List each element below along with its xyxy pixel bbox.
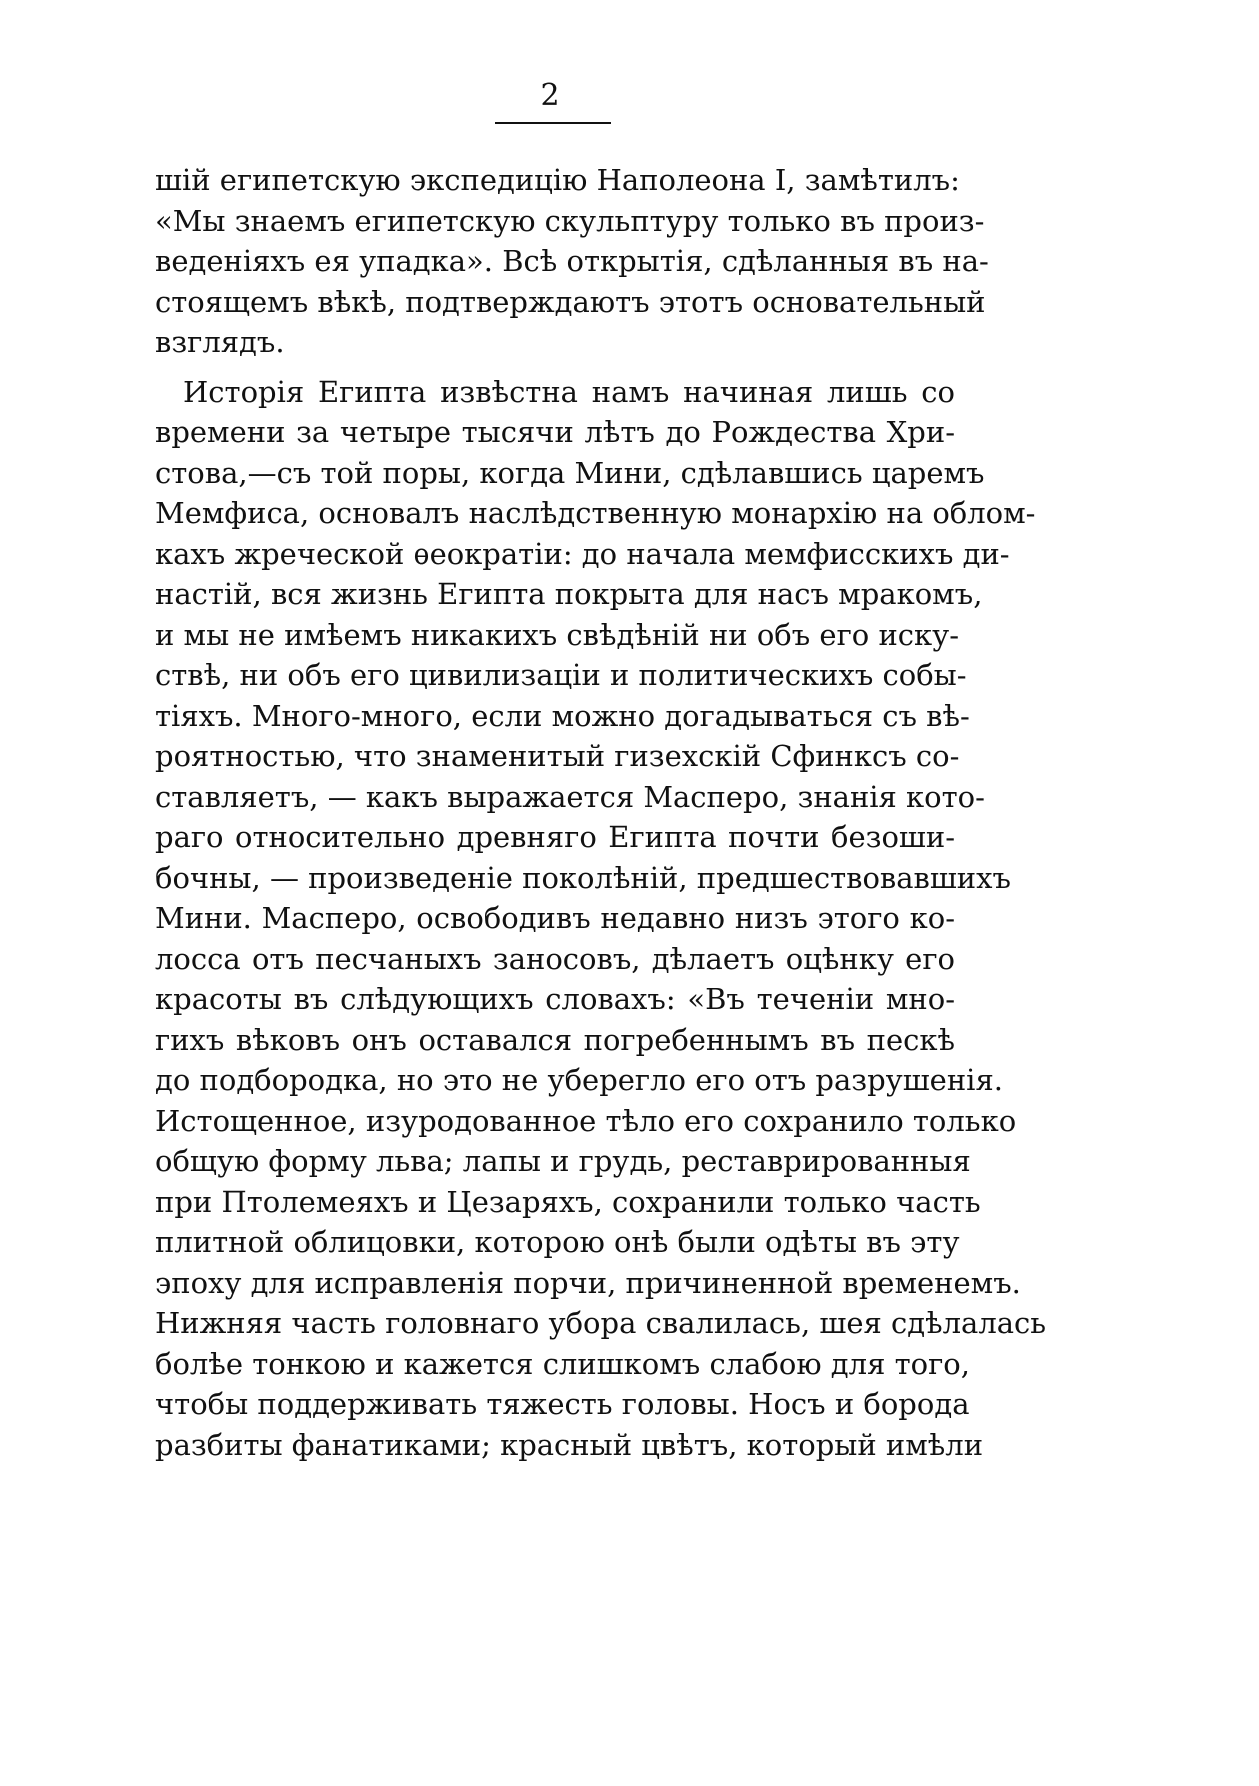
text-line: Мемфиса, основалъ наслѣдственную монархію на облом- (155, 496, 1036, 530)
text-line: и мы не имѣемъ никакихъ свѣдѣній ни объ его иску- (155, 617, 960, 652)
text-line: бочны, — произведеніе поколѣній, предшествовавшихъ (155, 860, 1011, 895)
text-line: общую форму льва; лапы и грудь, реставрированныя (155, 1144, 971, 1178)
text-line: разбиты фанатиками; красный цвѣтъ, который имѣли (155, 1427, 984, 1462)
text-line: кахъ жреческой ѳеократіи: до начала мемфисскихъ ди- (155, 536, 1010, 571)
paragraph-2 (155, 372, 1047, 1466)
text-line: взглядъ. (155, 325, 285, 359)
text-line: шій египетскую экспедицію Наполеона I, замѣтилъ: (155, 163, 960, 197)
page-number: 2 (540, 78, 560, 113)
text-line: до подбородка, но это не уберегло его отъ разрушенія. (155, 1063, 1003, 1097)
text-line: тіяхъ. Много-много, если можно догадываться съ вѣ- (155, 698, 970, 733)
text-line: плитной облицовки, которою онѣ были одѣты въ эту (155, 1225, 960, 1259)
text-line: стоящемъ вѣкѣ, подтверждаютъ этотъ основательный (155, 284, 986, 319)
text-line: стова,—съ той поры, когда Мини, сдѣлавшись царемъ (155, 455, 985, 490)
text-line: красоты въ слѣдующихъ словахъ: «Въ теченіи мно- (155, 982, 955, 1016)
text-line: эпоху для исправленія порчи, причиненной временемъ. (155, 1265, 1021, 1300)
body-text (155, 160, 1047, 1465)
text-line: Мини. Масперо, освободивъ недавно низъ этого ко- (155, 901, 955, 935)
text-line: чтобы поддерживать тяжесть головы. Носъ и борода (155, 1387, 970, 1421)
text-line: Исторія Египта извѣстна намъ начиная лишь со (183, 374, 955, 409)
text-line: настій, вся жизнь Египта покрыта для насъ мракомъ, (155, 577, 983, 611)
text-line: Истощенное, изуродованное тѣло его сохранило только (155, 1103, 1017, 1138)
text-line: ствѣ, ни объ его цивилизаціи и политическихъ собы- (155, 658, 967, 692)
text-line: времени за четыре тысячи лѣтъ до Рождества Хри- (155, 415, 955, 449)
header-rule (495, 122, 611, 124)
text-line: Нижняя часть головнаго убора свалилась, шея сдѣлалась (155, 1306, 1047, 1340)
text-line: ставляетъ, — какъ выражается Масперо, знанія кото- (155, 779, 985, 814)
text-line: роятностью, что знаменитый гизехскій Сфинксъ со- (155, 739, 960, 773)
text-line: раго относительно древняго Египта почти безоши- (155, 820, 955, 854)
text-line: «Мы знаемъ египетскую скульптуру только въ произ- (155, 203, 985, 238)
text-line: болѣе тонкою и кажется слишкомъ слабою для того, (155, 1346, 970, 1381)
paragraph-1 (155, 160, 989, 363)
text-line: веденіяхъ ея упадка». Всѣ открытія, сдѣланныя въ на- (155, 244, 989, 278)
text-line: лосса отъ песчаныхъ заносовъ, дѣлаетъ оцѣнку его (155, 941, 955, 976)
paragraph-spacer (155, 363, 955, 372)
text-line: гихъ вѣковъ онъ оставался погребеннымъ въ пескѣ (155, 1022, 955, 1057)
text-line: при Птолемеяхъ и Цезаряхъ, сохранили только часть (155, 1184, 981, 1219)
